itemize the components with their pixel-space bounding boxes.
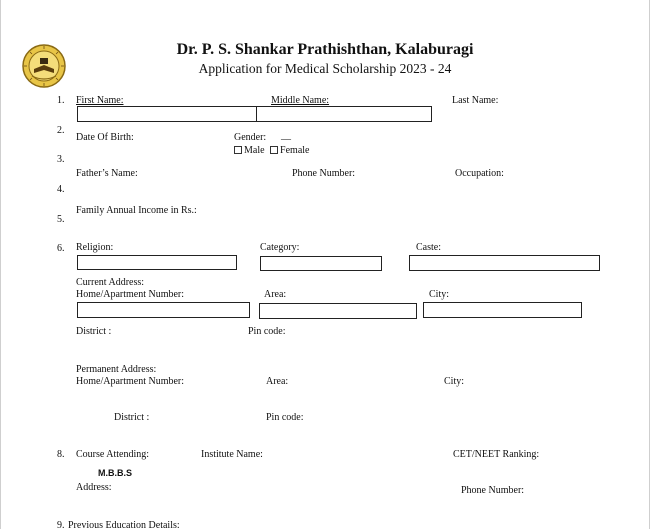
item-number-2: 2. — [57, 125, 65, 136]
item-number-3: 3. — [57, 154, 65, 165]
pin-code-label: Pin code: — [248, 326, 286, 337]
institute-name-label: Institute Name: — [201, 449, 263, 460]
page-title: Dr. P. S. Shankar Prathishthan, Kalaburagi — [176, 41, 474, 58]
first-name-label: First Name: — [76, 95, 124, 106]
gender-blank: __ — [281, 130, 291, 141]
phone-number-label: Phone Number: — [292, 168, 356, 179]
item-number-6: 6. — [57, 243, 65, 254]
page-edge-left — [0, 0, 1, 529]
area-label: Area: — [264, 289, 287, 300]
dob-label: Date Of Birth: — [76, 132, 134, 143]
city-label: City: — [429, 289, 450, 300]
current-address-label: Current Address: — [76, 277, 145, 288]
item-number-4: 4. — [57, 184, 65, 195]
permanent-address-label: Permanent Address: — [76, 364, 157, 375]
item-number-9: 9. — [57, 520, 65, 531]
male-label: Male — [244, 145, 265, 156]
address-label: Address: — [76, 482, 112, 493]
caste-label: Caste: — [416, 242, 441, 253]
first-name-field[interactable] — [77, 106, 257, 122]
female-label: Female — [280, 145, 310, 156]
permanent-pin-code-label: Pin code: — [266, 412, 304, 423]
permanent-city-label: City: — [444, 376, 465, 387]
last-name-label: Last Name: — [452, 95, 499, 106]
area-field[interactable] — [259, 303, 417, 319]
caste-field[interactable] — [409, 255, 600, 271]
permanent-district-label: District : — [114, 412, 150, 423]
home-apartment-label: Home/Apartment Number: — [76, 289, 185, 300]
previous-education-label: Previous Education Details: — [68, 520, 180, 531]
course-attending-label: Course Attending: — [76, 449, 150, 460]
gender-label: Gender: — [234, 132, 267, 143]
middle-name-field[interactable] — [256, 106, 432, 122]
page-subtitle: Application for Medical Scholarship 2023 - 24 — [198, 61, 452, 76]
item-number-5: 5. — [57, 214, 65, 225]
gender-options — [234, 145, 309, 157]
permanent-area-label: Area: — [266, 376, 289, 387]
female-checkbox[interactable] — [270, 146, 278, 154]
course-value: M.B.B.S — [98, 468, 133, 478]
category-label: Category: — [260, 242, 300, 253]
occupation-label: Occupation: — [455, 168, 504, 179]
male-checkbox[interactable] — [234, 146, 242, 154]
home-apartment-field[interactable] — [77, 302, 250, 318]
religion-field[interactable] — [77, 255, 237, 270]
phone-number-2-label: Phone Number: — [461, 485, 525, 496]
district-label: District : — [76, 326, 112, 337]
category-field[interactable] — [260, 256, 382, 271]
cet-neet-ranking-label: CET/NEET Ranking: — [453, 449, 540, 460]
income-label: Family Annual Income in Rs.: — [76, 205, 197, 216]
item-number-8: 8. — [57, 449, 65, 460]
middle-name-label: Middle Name: — [271, 95, 330, 106]
father-name-label: Father’s Name: — [76, 168, 138, 179]
city-field[interactable] — [423, 302, 582, 318]
permanent-home-apartment-label: Home/Apartment Number: — [76, 376, 185, 387]
item-number-1: 1. — [57, 95, 65, 106]
religion-label: Religion: — [76, 242, 114, 253]
